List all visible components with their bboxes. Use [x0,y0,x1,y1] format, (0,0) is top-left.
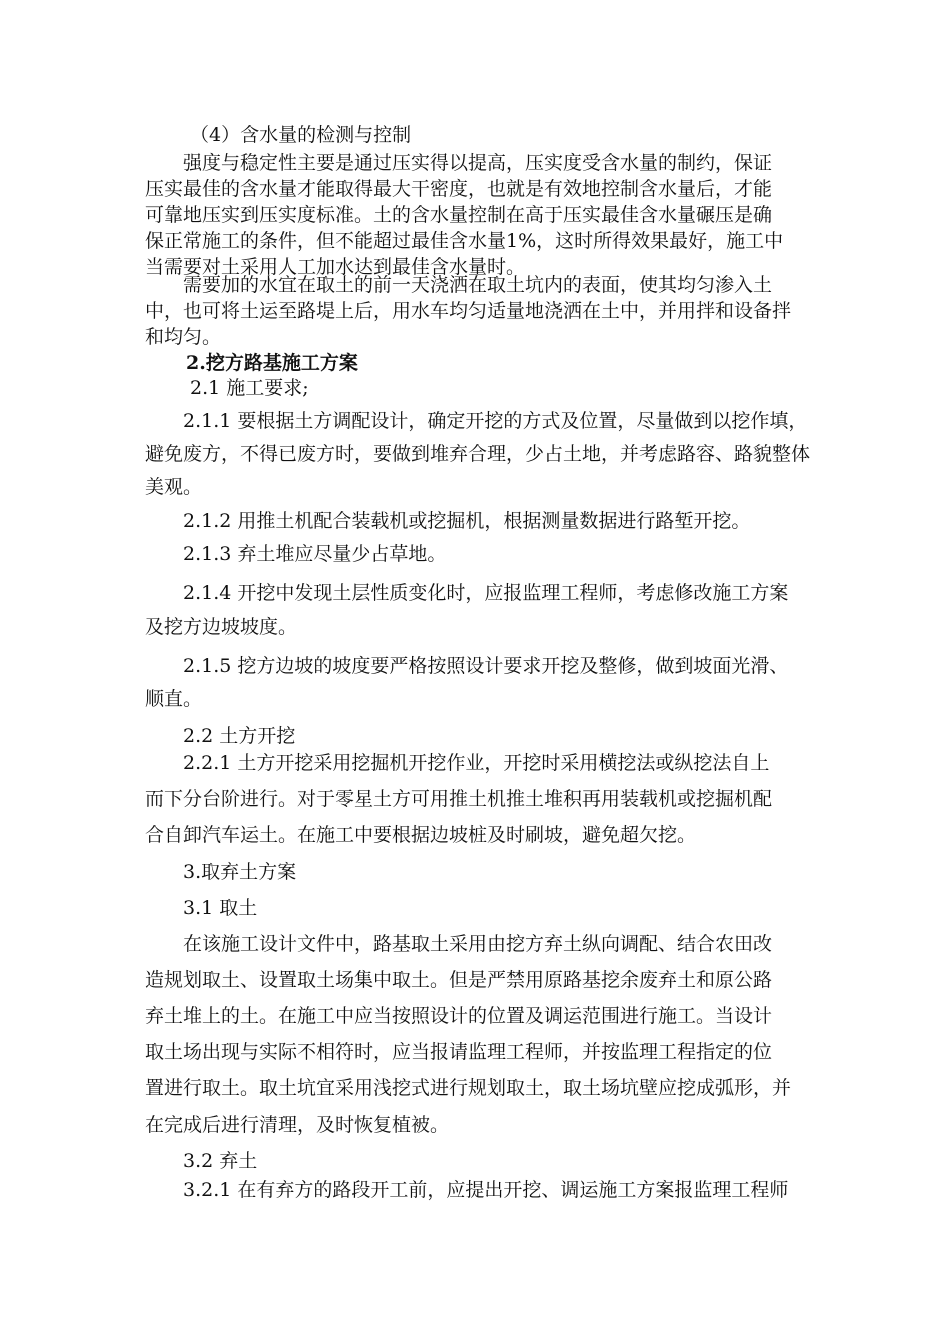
paragraph-line: 压实最佳的含水量才能取得最大干密度，也就是有效地控制含水量后，才能 [145,178,773,200]
paragraph-line: 2.1.1 要根据土方调配设计，确定开挖的方式及位置，尽量做到以挖作填， [183,410,808,432]
paragraph-line: 造规划取土、设置取土场集中取土。但是严禁用原路基挖余废弃土和原公路 [145,969,773,991]
paragraph-line: 弃土堆上的土。在施工中应当按照设计的位置及调运范围进行施工。当设计 [145,1005,773,1027]
paragraph-line: 及挖方边坡坡度。 [145,616,298,638]
paragraph-line: 2.2.1 土方开挖采用挖掘机开挖作业，开挖时采用横挖法或纵挖法自上 [183,752,770,774]
paragraph-line: 强度与稳定性主要是通过压实得以提高，压实度受含水量的制约，保证 [183,152,773,174]
paragraph-line: 合自卸汽车运土。在施工中要根据边坡桩及时刷坡，避免超欠挖。 [145,824,697,846]
section-heading: 2.挖方路基施工方案 [186,352,358,374]
subsection-heading: 3.1 取土 [183,897,258,919]
paragraph-line: 取土场出现与实际不相符时，应当报请监理工程师，并按监理工程指定的位 [145,1041,773,1063]
subsection-heading: （4）含水量的检测与控制 [190,124,412,146]
paragraph-line: 3.2.1 在有弃方的路段开工前，应提出开挖、调运施工方案报监理工程师 [183,1179,789,1201]
paragraph-line: 2.1.4 开挖中发现土层性质变化时，应报监理工程师，考虑修改施工方案 [183,582,789,604]
paragraph-line: 2.1.5 挖方边坡的坡度要严格按照设计要求开挖及整修，做到坡面光滑、 [183,655,789,677]
paragraph-line: 可靠地压实到压实度标准。土的含水量控制在高于压实最佳含水量碾压是确 [145,204,773,226]
paragraph-line: 保正常施工的条件，但不能超过最佳含水量1%，这时所得效果最好，施工中 [145,230,784,252]
paragraph-line: 顺直。 [145,688,203,710]
paragraph-line: 在完成后进行清理，及时恢复植被。 [145,1114,450,1136]
paragraph-line: 置进行取土。取土坑宜采用浅挖式进行规划取土，取土场坑壁应挖成弧形，并 [145,1077,792,1099]
paragraph-line: 避免废方，不得已废方时，要做到堆弃合理，少占土地，并考虑路容、路貌整体 [145,443,811,465]
paragraph-line: 而下分台阶进行。对于零星土方可用推土机推土堆积再用装载机或挖掘机配 [145,788,773,810]
paragraph-line: 和均匀。 [145,326,222,348]
subsection-heading: 2.2 土方开挖 [183,725,296,747]
paragraph-line: 需要加的水宜在取土的前一天浇洒在取土坑内的表面，使其均匀渗入土 [183,274,773,296]
paragraph-line: 在该施工设计文件中，路基取土采用由挖方弃土纵向调配、结合农田改 [183,933,773,955]
paragraph-line: 2.1.3 弃土堆应尽量少占草地。 [183,543,447,565]
paragraph-line: 当需要对土采用人工加水达到最佳含水量时。 [145,256,526,278]
subsection-heading: 3.2 弃土 [183,1150,258,1172]
paragraph-line: 中，也可将土运至路堤上后，用水车均匀适量地浇洒在土中，并用拌和设备拌 [145,300,792,322]
paragraph-line: 美观。 [145,476,203,498]
section-heading: 3.取弃土方案 [183,861,297,883]
paragraph-line: 2.1.2 用推土机配合装载机或挖掘机，根据测量数据进行路堑开挖。 [183,510,751,532]
subsection-heading: 2.1 施工要求; [190,377,309,399]
